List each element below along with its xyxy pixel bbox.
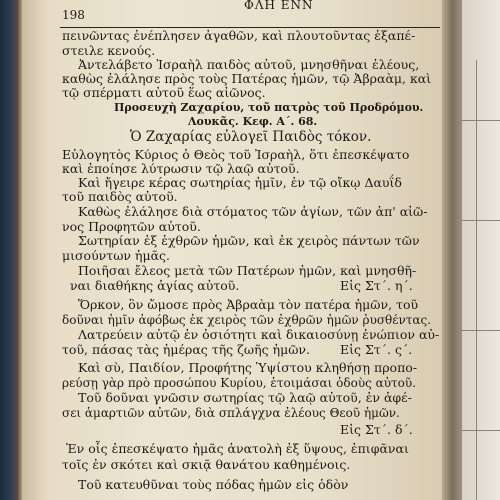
running-title: ΦΛΗ ΕΝΝ (244, 0, 314, 12)
text-line: μισούντων ἡμᾶς. (62, 248, 170, 263)
table-column-rule (476, 60, 477, 500)
text-line: ναι διαθήκης ἁγίας αὐτοῦ. (70, 278, 240, 293)
text-line: τοῦ, πάσας τὰς ἡμέρας τῆς ζωῆς ἡμῶν. (62, 342, 310, 357)
text-line: Ποιῆσαι ἔλεος μετὰ τῶν Πατέρων ἡμῶν, καὶ μνησθῆ- (78, 263, 417, 278)
text-line: Τοῦ δοῦναι γνῶσιν σωτηρίας τῷ λαῷ αὐτοῦ, ἐν ἀφέ- (78, 390, 412, 405)
table-rule (462, 220, 500, 221)
facing-page (462, 0, 500, 500)
section-title: Προσευχὴ Ζαχαρίου, τοῦ πατρὸς τοῦ Προδρόμου. (114, 101, 424, 114)
text-line: Τοῦ κατευθῦναι τοὺς πόδας ἡμῶν εἰς ὁδὸν (78, 477, 349, 492)
table-rule (462, 330, 500, 331)
text-line: ρεύσῃ γὰρ πρὸ προσώπου Κυρίου, ἑτοιμάσαι ὁδοὺς αὐτοῦ. (62, 376, 417, 390)
section-reference: Λουκᾶς. Κεφ. Α΄. 68. (188, 115, 318, 128)
text-line: καθὼς ἐλάλησε πρὸς τοὺς Πατέρας ἡμῶν, τῷ Ἀβραὰμ, καὶ (62, 71, 432, 86)
page-gutter (442, 0, 462, 500)
verse-reference: Εἰς Στ΄. η΄. (340, 278, 413, 293)
text-line: στειλε κενούς. (62, 43, 156, 58)
text-line: Ὅρκον, ὃν ὤμοσε πρὸς Ἀβραὰμ τὸν πατέρα ἡμῶν, τοῦ (78, 297, 419, 312)
text-line: Καὶ ἤγειρε κέρας σωτηρίας ἡμῖν, ἐν τῷ οἴκῳ Δαυΐδ (78, 175, 402, 190)
verse-reference: Εἰς Στ΄. δ΄. (340, 422, 413, 437)
table-rule (462, 430, 500, 431)
text-line: Σωτηρίαν ἐξ ἐχθρῶν ἡμῶν, καὶ ἐκ χειρὸς πάντων τῶν (78, 233, 420, 248)
verse-reference: Εἰς Στ΄. ς΄. (340, 342, 413, 357)
text-line: τοῦ παιδὸς αὐτοῦ. (62, 189, 178, 204)
text-line: δοῦναι ἡμῖν ἀφόβως ἐκ χειρὸς τῶν ἐχθρῶν ἡμῶν ῥυσθέντας. (62, 313, 432, 327)
text-line: τῷ σπέρματι αὐτοῦ ἕως αἰῶνος. (62, 85, 266, 100)
text-line: Καθὼς ἐλάλησε διὰ στόματος τῶν ἁγίων, τῶν ἀπ' αἰῶ- (78, 204, 428, 219)
text-line: Εὐλογητὸς Κύριος ὁ Θεὸς τοῦ Ἰσραὴλ, ὅτι ἐπεσκέψατο (62, 147, 410, 162)
text-line: καὶ ἐποίησε λύτρωσιν τῷ λαῷ αὐτοῦ. (62, 161, 300, 176)
text-line: νος Προφητῶν αὐτοῦ. (62, 219, 201, 234)
section-subtitle: Ὁ Ζαχαρίας εὐλογεῖ Παιδὸς τόκον. (130, 129, 372, 145)
text-line: Ἀντελάβετο Ἰσραὴλ παιδὸς αὐτοῦ, μνησθῆναι ἐλέους, (78, 57, 420, 72)
book-page (22, 0, 442, 500)
text-line: Καὶ σὺ, Παιδίον, Προφήτης Ὑψίστου κληθήσῃ προπο- (78, 360, 418, 375)
text-line: τοῖς ἐν σκότει καὶ σκιᾷ θανάτου καθημένοις. (62, 457, 351, 472)
text-line: Λατρεύειν αὐτῷ ἐν ὁσιότητι καὶ δικαιοσύνῃ ἐνώπιον αὐ- (78, 327, 440, 342)
text-line: πεινῶντας ἐνέπλησεν ἀγαθῶν, καὶ πλουτοῦντας ἐξαπέ- (62, 28, 416, 43)
page-number: 198 (62, 8, 85, 22)
table-rule (462, 120, 500, 121)
text-line: σει ἁμαρτιῶν αὐτῶν, διὰ σπλάγχνα ἐλέους Θεοῦ ἡμῶν. (62, 406, 400, 420)
text-line: Ἐν οἷς ἐπεσκέψατο ἡμᾶς ἀνατολὴ ἐξ ὕψους, ἐπιφᾶναι (66, 441, 409, 456)
